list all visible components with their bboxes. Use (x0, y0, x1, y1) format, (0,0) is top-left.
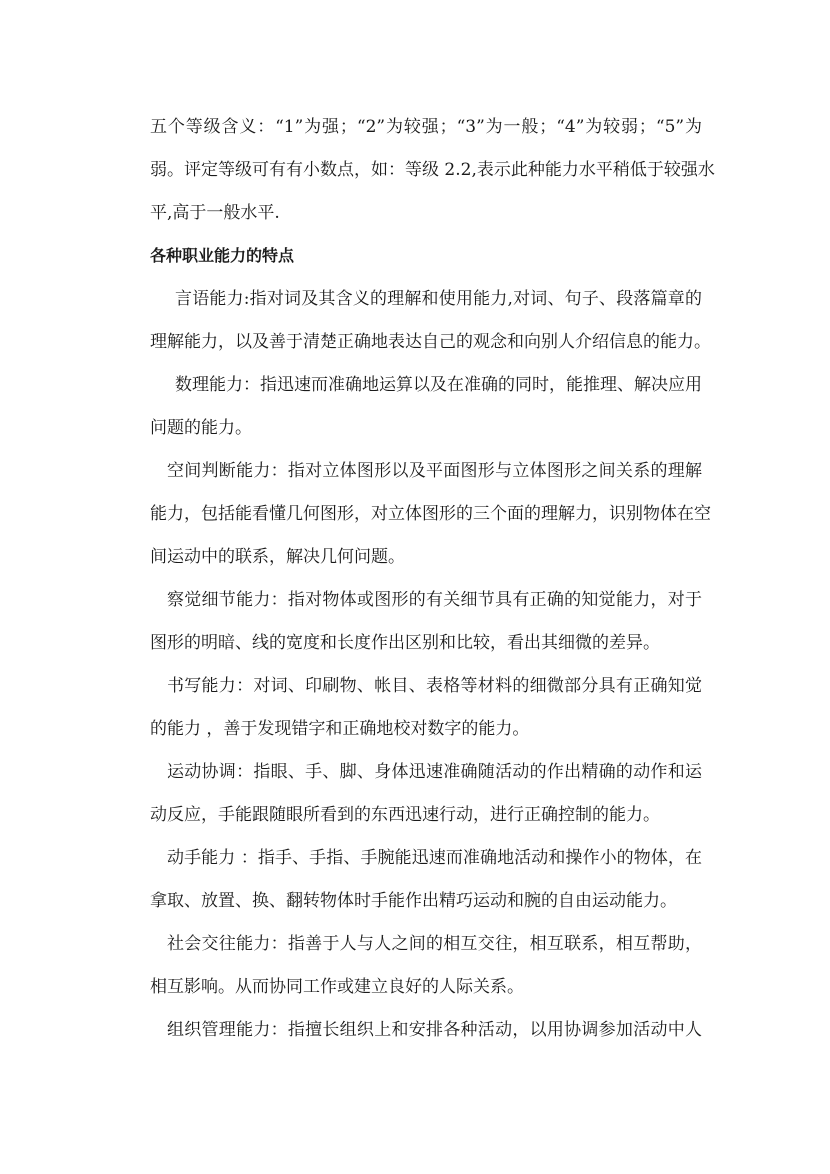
paragraph-line: 拿取、放置、换、翻转物体时手能作出精巧运动和腕的自由运动能力。 (150, 891, 677, 911)
paragraph-line: 问题的能力。 (150, 418, 252, 438)
intro-line: 五个等级含义：“1”为强；“2”为较强；“3”为一般；“4”为较弱；“5”为 (150, 117, 702, 137)
paragraph-line: 相互影响。从而协同工作或建立良好的人际关系。 (150, 977, 524, 997)
paragraph-line: 数理能力：指迅速而准确地运算以及在准确的同时，能推理、解决应用 (175, 375, 702, 395)
paragraph-line: 图形的明暗、线的宽度和长度作出区别和比较，看出其细微的差异。 (150, 633, 660, 653)
paragraph-line: 书写能力：对词、印刷物、帐目、表格等材料的细微部分具有正确知觉 (167, 676, 702, 696)
paragraph-line: 能力，包括能看懂几何图形，对立体图形的三个面的理解力，识别物体在空 (150, 504, 711, 524)
paragraph-line: 组织管理能力：指擅长组织上和安排各种活动，以用协调参加活动中人 (167, 1020, 702, 1040)
paragraph-line: 社会交往能力：指善于人与人之间的相互交往，相互联系，相互帮助， (167, 934, 702, 954)
intro-line: 弱。评定等级可有有小数点，如：等级 2.2,表示此种能力水平稍低于较强水 (150, 160, 715, 180)
intro-line: 平,高于一般水平. (150, 203, 280, 223)
paragraph-line: 言语能力:指对词及其含义的理解和使用能力,对词、句子、段落篇章的 (175, 289, 702, 309)
paragraph-line: 察觉细节能力：指对物体或图形的有关细节具有正确的知觉能力，对于 (167, 590, 702, 610)
paragraph-line: 动手能力 ：指手、手指、手腕能迅速而准确地活动和操作小的物体，在 (167, 848, 702, 868)
paragraph-line: 的能力 ，善于发现错字和正确地校对数字的能力。 (150, 719, 530, 739)
paragraph-line: 运动协调：指眼、手、脚、身体迅速准确随活动的作出精确的动作和运 (167, 762, 702, 782)
paragraph-line: 空间判断能力：指对立体图形以及平面图形与立体图形之间关系的理解 (167, 461, 702, 481)
paragraph-line: 间运动中的联系，解决几何问题。 (150, 547, 405, 567)
section-heading: 各种职业能力的特点 (150, 246, 295, 265)
paragraph-line: 理解能力，以及善于清楚正确地表达自己的观念和向别人介绍信息的能力。 (150, 332, 711, 352)
paragraph-line: 动反应，手能跟随眼所看到的东西迅速行动，进行正确控制的能力。 (150, 805, 660, 825)
